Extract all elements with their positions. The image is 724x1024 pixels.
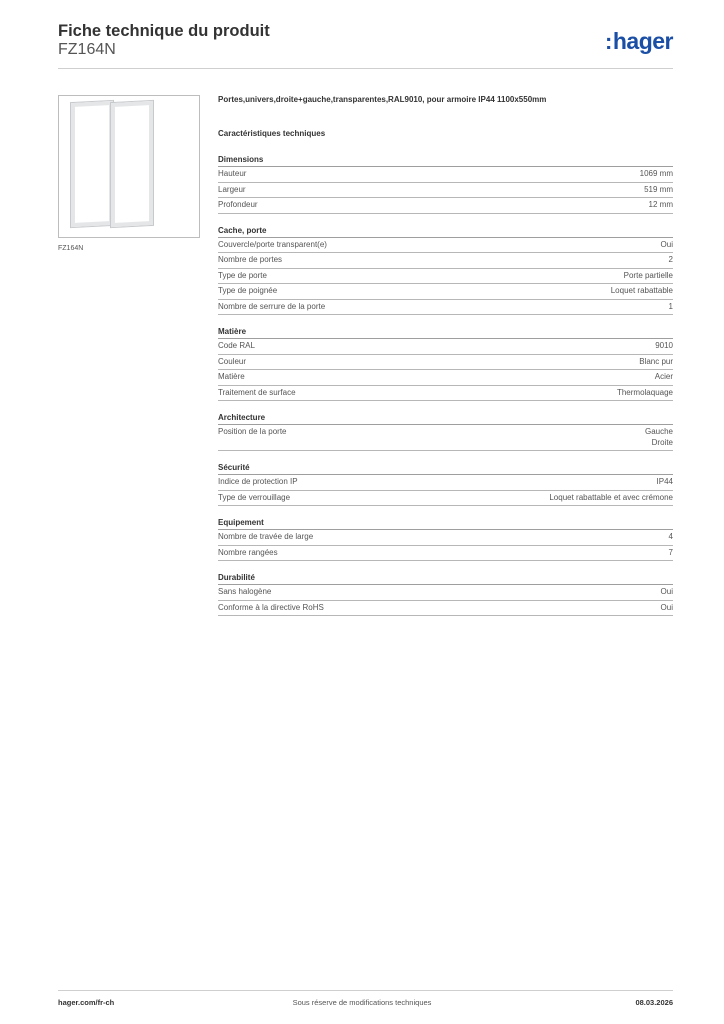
- row-label: Type de porte: [218, 270, 267, 280]
- row-label: Matière: [218, 372, 245, 381]
- row-label: Hauteur: [218, 169, 247, 178]
- row-label: Type de poignée: [218, 286, 278, 295]
- table-row: [218, 183, 673, 199]
- row-value: Oui: [660, 587, 673, 596]
- table-row: [218, 284, 673, 300]
- row-value: Oui: [660, 239, 673, 249]
- row-label: Indice de protection IP: [218, 477, 298, 486]
- section-cache-porte: [218, 226, 673, 316]
- table-row: [218, 167, 673, 183]
- table-row: [218, 300, 673, 316]
- section-title: Equipement: [218, 518, 673, 530]
- row-value: Acier: [654, 372, 673, 381]
- row-value: Porte partielle: [623, 270, 673, 280]
- section-title: Matière: [218, 327, 673, 339]
- footer-website: hager.com/fr-ch: [58, 998, 115, 1007]
- row-value: 7: [668, 547, 673, 557]
- table-row: [218, 546, 673, 562]
- table-row: [218, 370, 673, 386]
- row-value: Loquet rabattable et avec crémone: [549, 492, 673, 502]
- section-title: Dimensions: [218, 155, 673, 167]
- row-label: Nombre rangées: [218, 547, 278, 557]
- row-value: Blanc pur: [639, 356, 673, 366]
- row-label: Couleur: [218, 356, 247, 366]
- header-divider: [58, 68, 673, 69]
- product-code: FZ164N: [58, 41, 116, 58]
- row-value: IP44: [656, 477, 673, 486]
- row-value: 1069 mm: [639, 169, 673, 178]
- row-value: 12 mm: [648, 200, 673, 209]
- row-label: Traitement de surface: [218, 387, 296, 397]
- door-left-illustration: [71, 101, 113, 227]
- row-value: 1: [668, 301, 673, 311]
- footer-divider: [58, 990, 673, 991]
- section-matiere: [218, 327, 673, 401]
- row-label: Nombre de travée de large: [218, 532, 314, 541]
- table-row: [218, 253, 673, 269]
- logo-colon: :: [605, 29, 612, 54]
- row-label: Profondeur: [218, 200, 258, 209]
- row-value: Oui: [660, 602, 673, 612]
- section-durabilite: [218, 573, 673, 616]
- document-title: Fiche technique du produit: [58, 22, 270, 40]
- product-description: Portes,univers,droite+gauche,transparentes,RAL9010, pour armoire IP44 1100x550mm: [218, 95, 547, 104]
- row-value-line: Droite: [651, 437, 673, 447]
- table-row: [218, 269, 673, 285]
- footer-notice: Sous réserve de modifications techniques: [292, 998, 432, 1007]
- table-row: [218, 339, 673, 355]
- row-value-line: Gauche: [644, 427, 673, 436]
- row-label: Nombre de portes: [218, 255, 283, 264]
- footer-date: 08.03.2026: [635, 998, 673, 1007]
- table-row: [218, 355, 673, 371]
- row-value: 519 mm: [644, 184, 673, 194]
- section-title: Cache, porte: [218, 226, 673, 238]
- row-value: 2: [668, 255, 673, 264]
- table-row: [218, 491, 673, 507]
- row-label: Couvercle/porte transparent(e): [218, 239, 327, 249]
- row-value: 4: [668, 532, 673, 541]
- row-value: Thermolaquage: [616, 387, 673, 397]
- table-row: [218, 475, 673, 491]
- row-label: Type de verrouillage: [218, 492, 291, 502]
- logo-text: hager: [612, 28, 673, 54]
- row-label: Position de la porte: [218, 427, 287, 436]
- row-label: Sans halogène: [218, 587, 272, 596]
- row-label: Largeur: [218, 184, 246, 194]
- section-title: Sécurité: [218, 463, 673, 475]
- section-architecture: [218, 413, 673, 451]
- row-value: 9010: [655, 341, 673, 350]
- table-row: [218, 198, 673, 214]
- door-right-illustration: [111, 101, 153, 227]
- product-image: [58, 95, 200, 238]
- table-row: [218, 386, 673, 402]
- tech-characteristics-title: Caractéristiques techniques: [218, 129, 326, 138]
- row-value: [645, 427, 673, 448]
- row-label: Code RAL: [218, 341, 255, 350]
- table-row: [218, 425, 673, 451]
- hager-logo: [605, 28, 673, 55]
- page-header: [58, 20, 673, 70]
- table-row: [218, 530, 673, 546]
- product-content: [218, 95, 673, 616]
- row-value: Loquet rabattable: [610, 286, 673, 295]
- row-label: Nombre de serrure de la porte: [218, 301, 326, 311]
- section-equipement: [218, 518, 673, 561]
- section-title: Architecture: [218, 413, 673, 425]
- section-securite: [218, 463, 673, 506]
- section-title: Durabilité: [218, 573, 673, 585]
- section-dimensions: [218, 155, 673, 214]
- table-row: [218, 601, 673, 617]
- table-row: [218, 238, 673, 254]
- table-row: [218, 585, 673, 601]
- image-caption: FZ164N: [58, 245, 84, 252]
- row-label: Conforme à la directive RoHS: [218, 602, 324, 612]
